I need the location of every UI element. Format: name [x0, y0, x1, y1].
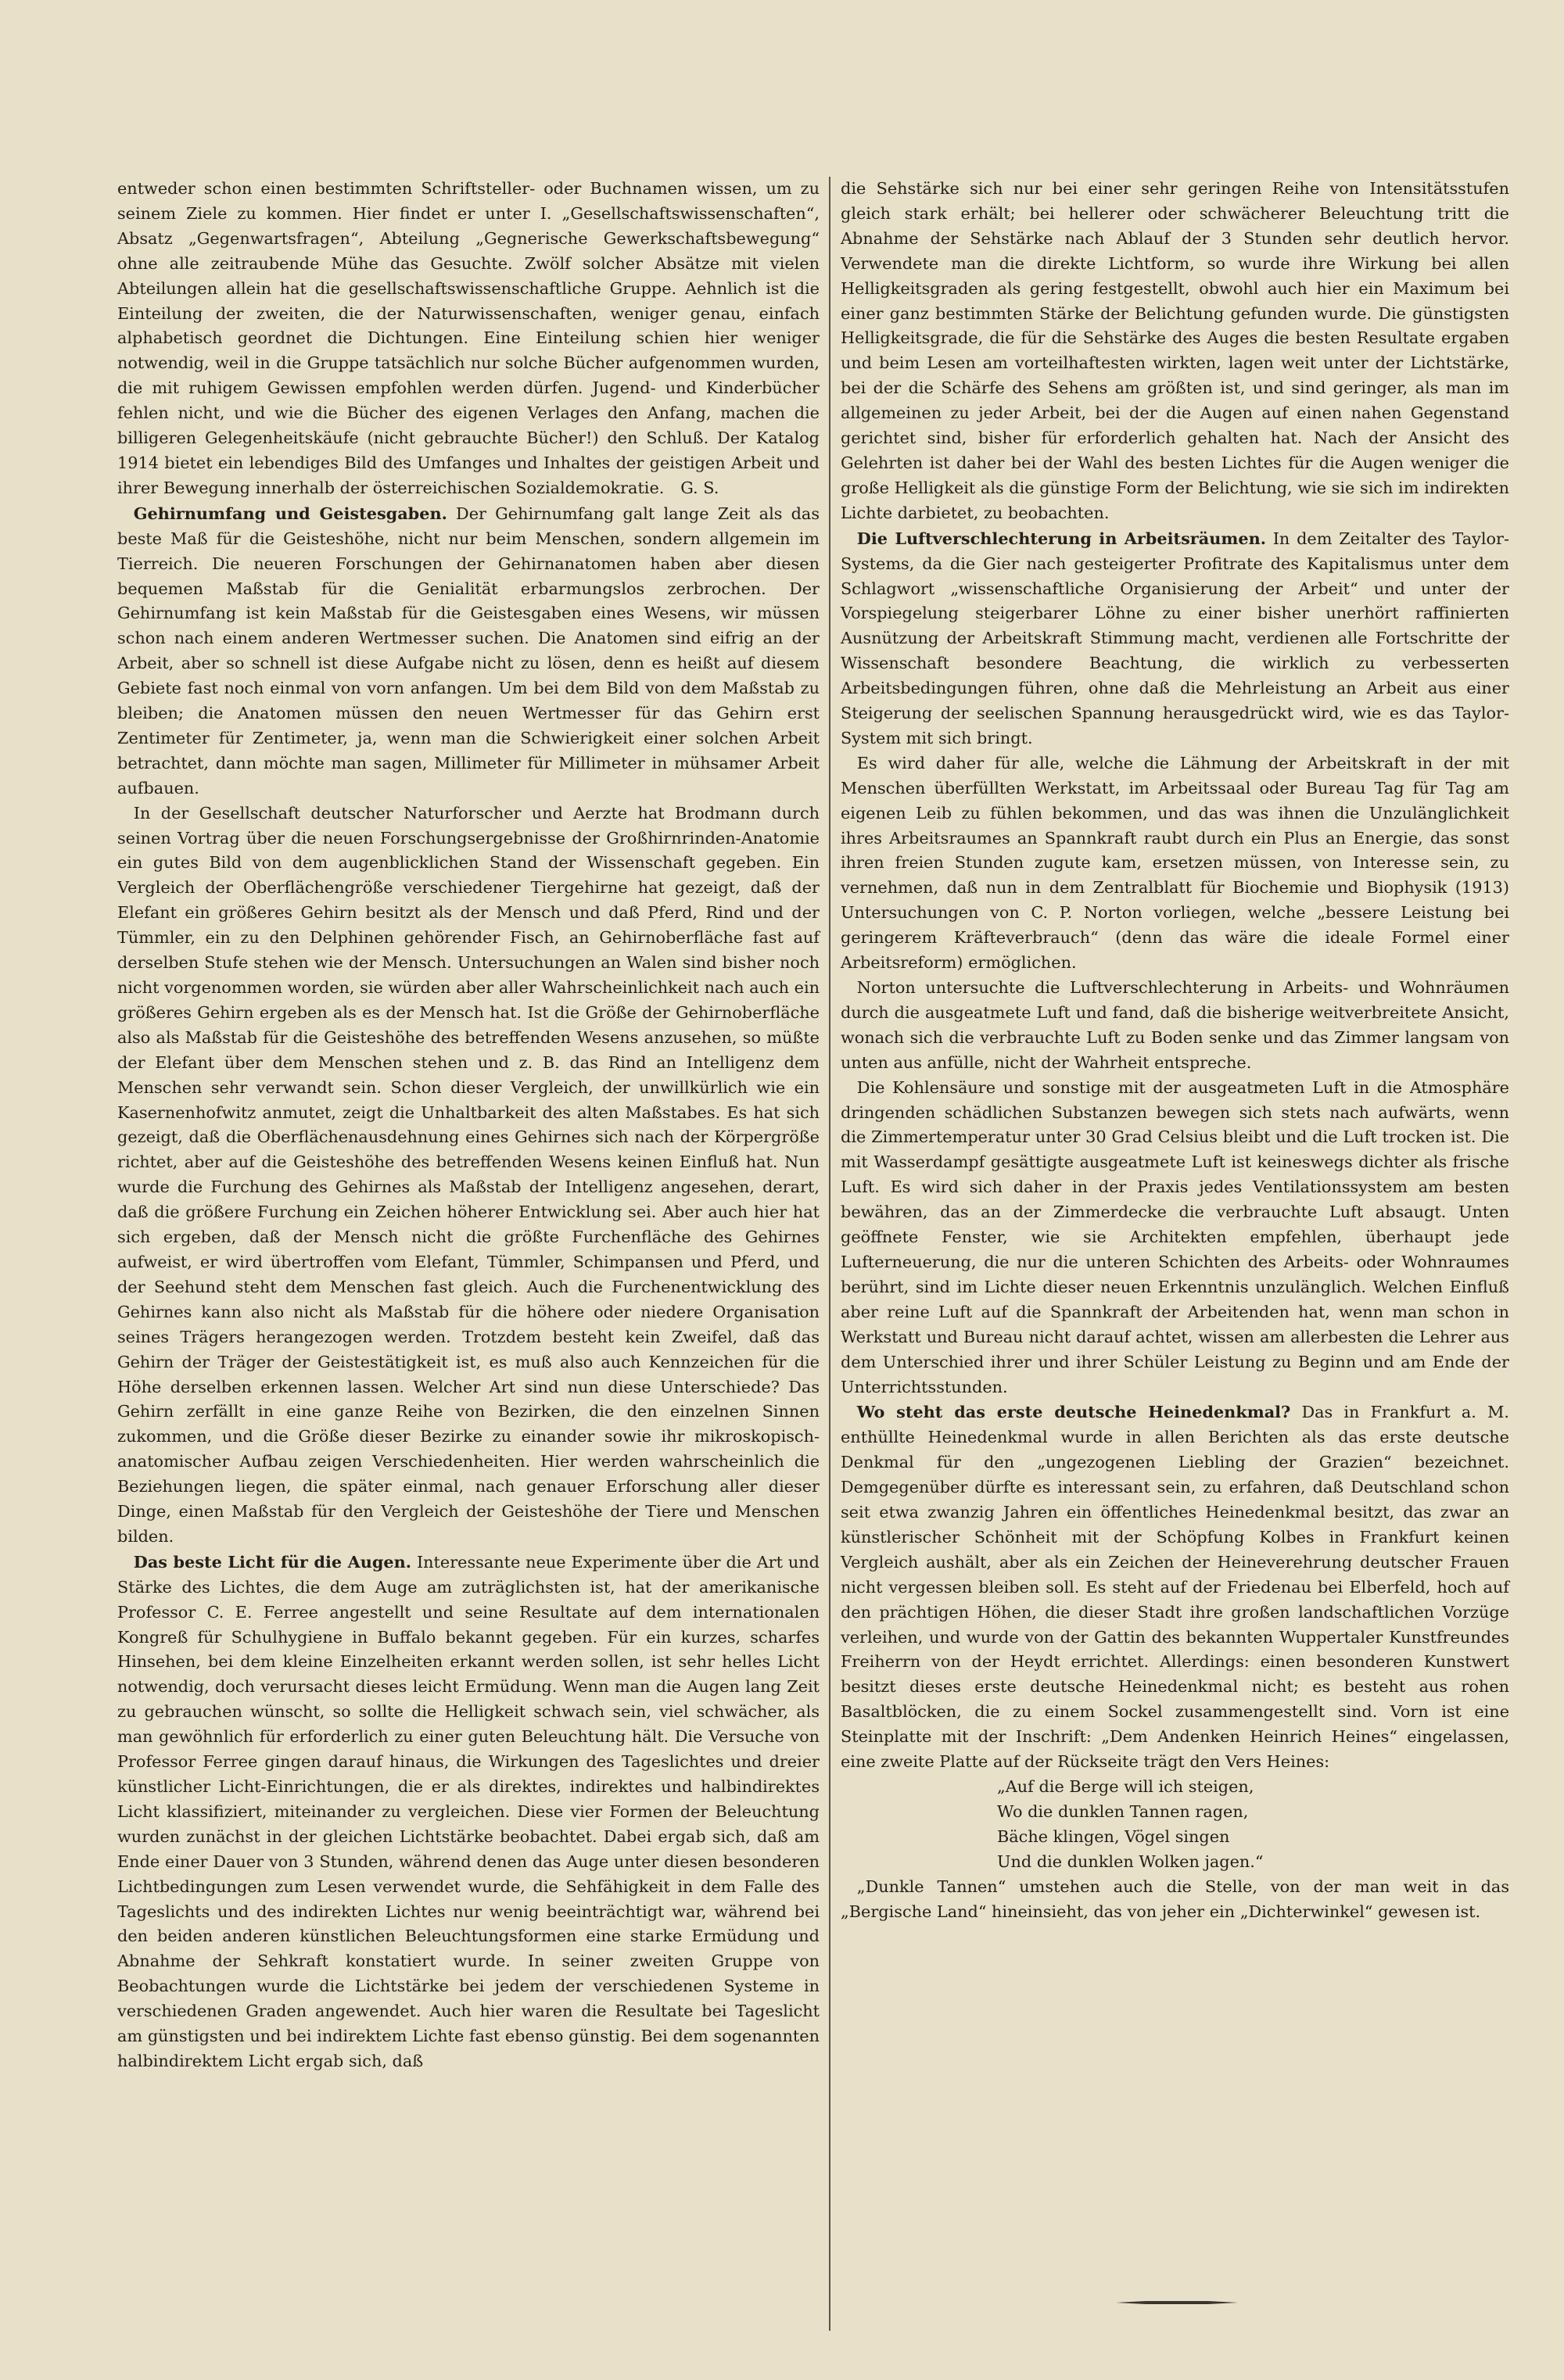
brain-article-paragraph-2 [117, 801, 820, 1550]
air-article-paragraph-1 [841, 526, 1509, 751]
heine-poem [841, 1775, 1509, 1875]
air-article-body-2: Es wird daher für alle, welche die Lähmung der Arbeitskraft in der mit Menschen überfüllten Werkstatt, im Arbeitssaal oder Bureau Tag für Tag am eigenen Leib zu fühlen bekommen, und das was ihnen die Unzulänglichkeit ihres Arbeitsraumes an Spannkraft raubt durch ein Plus an Energie, das sonst ihren freien Stunden zugute kam, ersetzen müssen, von Interesse sein, zu vernehmen, daß nun in dem Zentralblatt für Biochemie und Biophysik (1913) Untersuchungen von C. P. Norton vorliegen, welche „bessere Leistung bei geringerem Kräfteverbrauch“ (denn das wäre die ideale Formel einer Arbeitsreform) ermöglichen. [841, 753, 1509, 973]
right-column [841, 177, 1509, 1924]
poem-line: Und die dunklen Wolken jagen.“ [997, 1851, 1264, 1871]
brain-article-body-2: In der Gesellschaft deutscher Naturforscher und Aerzte hat Brodmann durch seinen Vortrag über die neuen Forschungsergebnisse der Großhirnrinden-Anatomie ein gutes Bild von dem augenblicklichen Stand der Wissenschaft gegeben. Ein Vergleich der Oberflächengröße verschiedener Tiergehirne hat gezeigt, daß der Elefant ein größeres Gehirn besitzt als der Mensch und daß Pferd, Rind und der Tümmler, ein zu den Delphinen gehörender Fisch, an Gehirnoberfläche fast auf derselben Stufe stehen wie der Mensch. Untersuchungen an Walen sind bisher noch nicht vorgenommen worden, sie würden aber aller Wahrscheinlichkeit nach auch ein größeres Gehirn ergeben als es der Mensch hat. Ist die Größe der Gehirnoberfläche also als Maßstab für die Geisteshöhe des betreffenden Wesens anzusehen, so müßte der Elefant über dem Menschen stehen und z. B. das Rind an Intelligenz dem Menschen sehr verwandt sein. Schon dieser Vergleich, der unwillkürlich wie ein Kasernenhofwitz anmutet, zeigt die Unhaltbarkeit des alten Maßstabes. Es hat sich gezeigt, daß die Oberflächenausdehnung eines Gehirnes sich nach der Körpergröße richtet, aber auf die Geisteshöhe des betreffenden Wesens keinen Einfluß hat. Nun wurde die Furchung des Gehirnes als Maßstab der Intelligenz angesehen, derart, daß die größere Furchung ein Zeichen höherer Entwicklung sei. Aber auch hier hat sich ergeben, daß der Mensch nicht die größte Furchenfläche des Gehirnes aufweist, er wird übertroffen vom Elefant, Tümmler, Schimpansen und Pferd, und der Seehund steht dem Menschen fast gleich. Auch die Furchenentwicklung des Gehirnes kann also nicht als Maßstab für die höhere oder niedere Organisation seines Trägers herangezogen werden. Trotzdem besteht kein Zweifel, daß das Gehirn der Träger der Geistestätigkeit ist, es muß also auch Kennzeichen für die Höhe derselben erkennen lassen. Welcher Art sind nun diese Unterschiede? Das Gehirn zerfällt in eine ganze Reihe von Bezirken, die den einzelnen Sinnen zukommen, und die Größe dieser Bezirke zu einander sowie ihr mikroskopisch-anatomischer Aufbau zeigen Verschiedenheiten. Hier werden wahrscheinlich die Beziehungen liegen, die später einmal, nach genauer Erforschung aller dieser Dinge, einen Maßstab für den Vergleich der Geisteshöhe der Tiere und Menschen bilden. [117, 803, 820, 1546]
light-article-body-2: die Sehstärke sich nur bei einer sehr geringen Reihe von Intensitätsstufen gleich stark erhält; bei hellerer oder schwächerer Beleuchtung tritt die Abnahme der Sehstärke nach Ablauf der 3 Stunden sehr deutlich hervor. Verwendete man die direkte Lichtform, so wurde ihre Wirkung bei allen Helligkeitsgraden als gering festgestellt, obwohl auch hier ein Maximum bei einer ganz bestimmten Stärke der Belichtung gefunden wurde. Die günstigsten Helligkeitsgrade, die für die Sehstärke des Auges die besten Resultate ergaben und beim Lesen am vorteilhaftesten wirkten, lagen weit unter der Lichtstärke, bei der die Schärfe des Sehens am größten ist, und sind geringer, als man im allgemeinen zu jeder Arbeit, bei der die Augen auf einen nahen Gegenstand gerichtet sind, bisher für erforderlich gehalten hat. Nach der Ansicht des Gelehrten ist daher bei der Wahl des besten Lichtes für die Augen weniger die große Helligkeit als die günstige Form der Belichtung, wie sie sich im indirekten Lichte darbietet, zu beobachten. [841, 179, 1509, 522]
light-article-paragraph-1 [117, 1550, 820, 2074]
air-article-body-1: In dem Zeitalter des Taylor-Systems, da die Gier nach gesteigerter Profitrate des Kapitalismus unter dem Schlagwort „wissenschaftliche Organisierung der Arbeit“ und unter der Vorspiegelung steigerbarer Löhne zu einer bisher unerhört raffinierten Ausnützung der Arbeitskraft Stimmung macht, verdienen alle Fortschritte der Wissenschaft besondere Beachtung, die wirklich zu verbesserten Arbeitsbedingungen führen, ohne daß die Mehrleistung an Arbeit aus einer Steigerung der seelischen Spannung herausgedrückt wird, wie es das Taylor-System mit sich bringt. [841, 529, 1509, 747]
left-column [117, 177, 820, 2074]
poem-line: Bäche klingen, Vögel singen [997, 1826, 1230, 1846]
brain-article-title: Gehirnumfang und Geistesgaben. [133, 503, 447, 523]
light-article-title: Das beste Licht für die Augen. [133, 1551, 412, 1572]
brain-article-body-1: Der Gehirnumfang galt lange Zeit als das beste Maß für die Geisteshöhe, nicht nur beim Menschen, sondern allgemein im Tierreich. Die neueren Forschungen der Gehirnanatomen haben aber diesen bequemen Maßstab für die Genialität erbarmungslos zerbrochen. Der Gehirnumfang ist kein Maßstab für die Geistesgaben eines Wesens, wir müssen schon nach einem anderen Wertmesser suchen. Die Anatomen sind eifrig an der Arbeit, aber so schnell ist diese Aufgabe nicht zu lösen, denn es heißt auf diesem Gebiete fast noch einmal von vorn anfangen. Um bei dem Bild von dem Maßstab zu bleiben; die Anatomen müssen den neuen Wertmesser für das Gehirn erst Zentimeter für Zentimeter, ja, wenn man die Schwierigkeit einer solchen Arbeit betrachtet, dann möchte man sagen, Millimeter für Millimeter in mühsamer Arbeit aufbauen. [117, 504, 820, 798]
intro-paragraph [117, 177, 820, 501]
brain-article-paragraph-1 [117, 501, 820, 801]
poem-line: „Auf die Berge will ich steigen, [997, 1777, 1254, 1796]
heine-article-paragraph-1 [841, 1400, 1509, 1775]
heine-article-paragraph-2 [841, 1875, 1509, 1925]
intro-text: entweder schon einen bestimmten Schriftsteller- oder Buchnamen wissen, um zu seinem Ziele zu kommen. Hier findet er unter I. „Gesellschaftswissenschaften“, Absatz „Gegenwartsfragen“, Abteilung „Gegnerische Gewerkschaftsbewegung“ ohne alle zeitraubende Mühe das Gesuchte. Zwölf solcher Absätze mit vielen Abteilungen allein hat die gesellschaftswissenschaftliche Gruppe. Aehnlich ist die Einteilung der zweiten, die der Naturwissenschaften, weniger genau, einfach alphabetisch geordnet die Dichtungen. Eine Einteilung schien hier weniger notwendig, weil in die Gruppe tatsächlich nur solche Bücher aufgenommen wurden, die mit ruhigem Gewissen empfohlen werden dürfen. Jugend- und Kinderbücher fehlen nicht, und wie die Bücher des eigenen Verlages den Anfang, machen die billigeren Gelegenheitskäufe (nicht gebrauchte Bücher!) den Schluß. Der Katalog 1914 bietet ein lebendiges Bild des Umfanges und Inhaltes der geistigen Arbeit und ihrer Bewegung innerhalb der österreichischen Sozialdemokratie. [117, 179, 820, 497]
air-article-paragraph-2 [841, 751, 1509, 976]
heine-article-body-2: „Dunkle Tannen“ umstehen auch die Stelle, von der man weit in das „Bergische Land“ hineinsieht, das von jeher ein „Dichterwinkel“ gewesen ist. [841, 1876, 1509, 1921]
light-article-body-1: Interessante neue Experimente über die Art und Stärke des Lichtes, die dem Auge am zuträglichsten ist, hat der amerikanische Professor C. E. Ferree angestellt und seine Resultate auf dem internationalen Kongreß für Schulhygiene in Buffalo bekannt gegeben. Für ein kurzes, scharfes Hinsehen, bei dem kleine Einzelheiten erkannt werden sollen, ist sehr helles Licht notwendig, doch verursacht dieses leicht Ermüdung. Wenn man die Augen lang Zeit zu gebrauchen wünscht, so sollte die Helligkeit schwach sein, viel schwächer, als man gewöhnlich für erforderlich zu einer guten Beleuchtung hält. Die Versuche von Professor Ferree gingen darauf hinaus, die Wirkungen des Tageslichtes und dreier künstlicher Licht-Einrichtungen, die er als direktes, indirektes und halbindirektes Licht klassifiziert, miteinander zu vergleichen. Diese vier Formen der Beleuchtung wurden zunächst in der gleichen Lichtstärke beobachtet. Dabei ergab sich, daß am Ende einer Dauer von 3 Stunden, während denen das Auge unter diesen besonderen Lichtbedingungen zum Lesen verwendet wurde, die Sehfähigkeit in dem Falle des Tageslichts und des indirekten Lichtes nur wenig beeinträchtigt war, während bei den beiden anderen künstlichen Beleuchtungsformen eine starke Ermüdung und Abnahme der Sehkraft konstatiert wurde. In seiner zweiten Gruppe von Beobachtungen wurde die Lichtstärke bei jedem der verschiedenen Systeme in verschiedenen Graden angewendet. Auch hier waren die Resultate bei Tageslicht am günstigsten und bei indirektem Lichte fast ebenso günstig. Bei dem sogenannten halbindirektem Licht ergab sich, daß [117, 1552, 820, 2070]
light-article-continuation [841, 177, 1509, 526]
poem-line: Wo die dunklen Tannen ragen, [997, 1801, 1249, 1821]
air-article-paragraph-4 [841, 1076, 1509, 1400]
air-article-body-3: Norton untersuchte die Luftverschlechterung in Arbeits- und Wohnräumen durch die ausgeatmete Luft und fand, daß die bisherige weitverbreitete Ansicht, wonach sich die verbrauchte Luft zu Boden senke und das Zimmer langsam von unten aus anfülle, nicht der Wahrheit entspreche. [841, 978, 1509, 1072]
air-article-paragraph-3 [841, 976, 1509, 1076]
end-ornament-divider [1114, 2297, 1239, 2308]
air-article-body-4: Die Kohlensäure und sonstige mit der ausgeatmeten Luft in die Atmosphäre dringenden schädlichen Substanzen bewegen sich stets nach aufwärts, wenn die Zimmertemperatur unter 30 Grad Celsius bleibt und die Luft trocken ist. Die mit Wasserdampf gesättigte ausgeatmete Luft ist keineswegs dichter als frische Luft. Es wird sich daher in der Praxis jedes Ventilationssystem am besten bewähren, das an der Zimmerdecke die verbrauchte Luft absaugt. Unten geöffnete Fenster, wie sie Architekten empfehlen, überhaupt jede Lufterneuerung, die nur die unteren Schichten des Arbeits- oder Wohnraumes berührt, sind im Lichte dieser neuen Erkenntnis unzulänglich. Welchen Einfluß aber reine Luft auf die Spannkraft der Arbeitenden hat, wenn man schon in Werkstatt und Bureau nicht darauf achtet, wissen am allerbesten die Lehrer aus dem Unterschied ihrer und ihrer Schüler Leistung zu Beginn und am Ende der Unterrichtsstunden. [841, 1077, 1509, 1396]
column-divider [829, 177, 830, 2331]
heine-article-body-1: Das in Frankfurt a. M. enthüllte Heinedenkmal wurde in allen Berichten als das erste deutsche Denkmal für den „ungezogenen Liebling der Grazien“ bezeichnet. Demgegenüber dürfte es interessant sein, zu erfahren, daß Deutschland schon seit etwa zwanzig Jahren ein öffentliches Heinedenkmal besitzt, das zwar an künstlerischer Schönheit mit der Schöpfung Kolbes in Frankfurt keinen Vergleich aushält, aber als ein Zeichen der Heineverehrung deutscher Frauen nicht vergessen bleiben soll. Es steht auf der Friedenau bei Elberfeld, hoch auf den prächtigen Höhen, die dieser Stadt ihre großen landschaftlichen Vorzüge verleihen, und wurde von der Gattin des bekannten Wuppertaler Kunstfreundes Freiherrn von der Heydt errichtet. Allerdings: einen besonderen Kunstwert besitzt dieses erste deutsche Heinedenkmal nicht; es besteht aus rohen Basaltblöcken, die zu einem Sockel zusammengestellt sind. Vorn ist eine Steinplatte mit der Inschrift: „Dem Andenken Heinrich Heines“ eingelassen, eine zweite Platte auf der Rückseite trägt den Vers Heines: [841, 1403, 1509, 1772]
heine-article-title: Wo steht das erste deutsche Heinedenkmal? [856, 1402, 1291, 1422]
author-signature: G. S. [680, 478, 719, 497]
air-article-title: Die Luftverschlechterung in Arbeitsräumen. [856, 528, 1266, 548]
